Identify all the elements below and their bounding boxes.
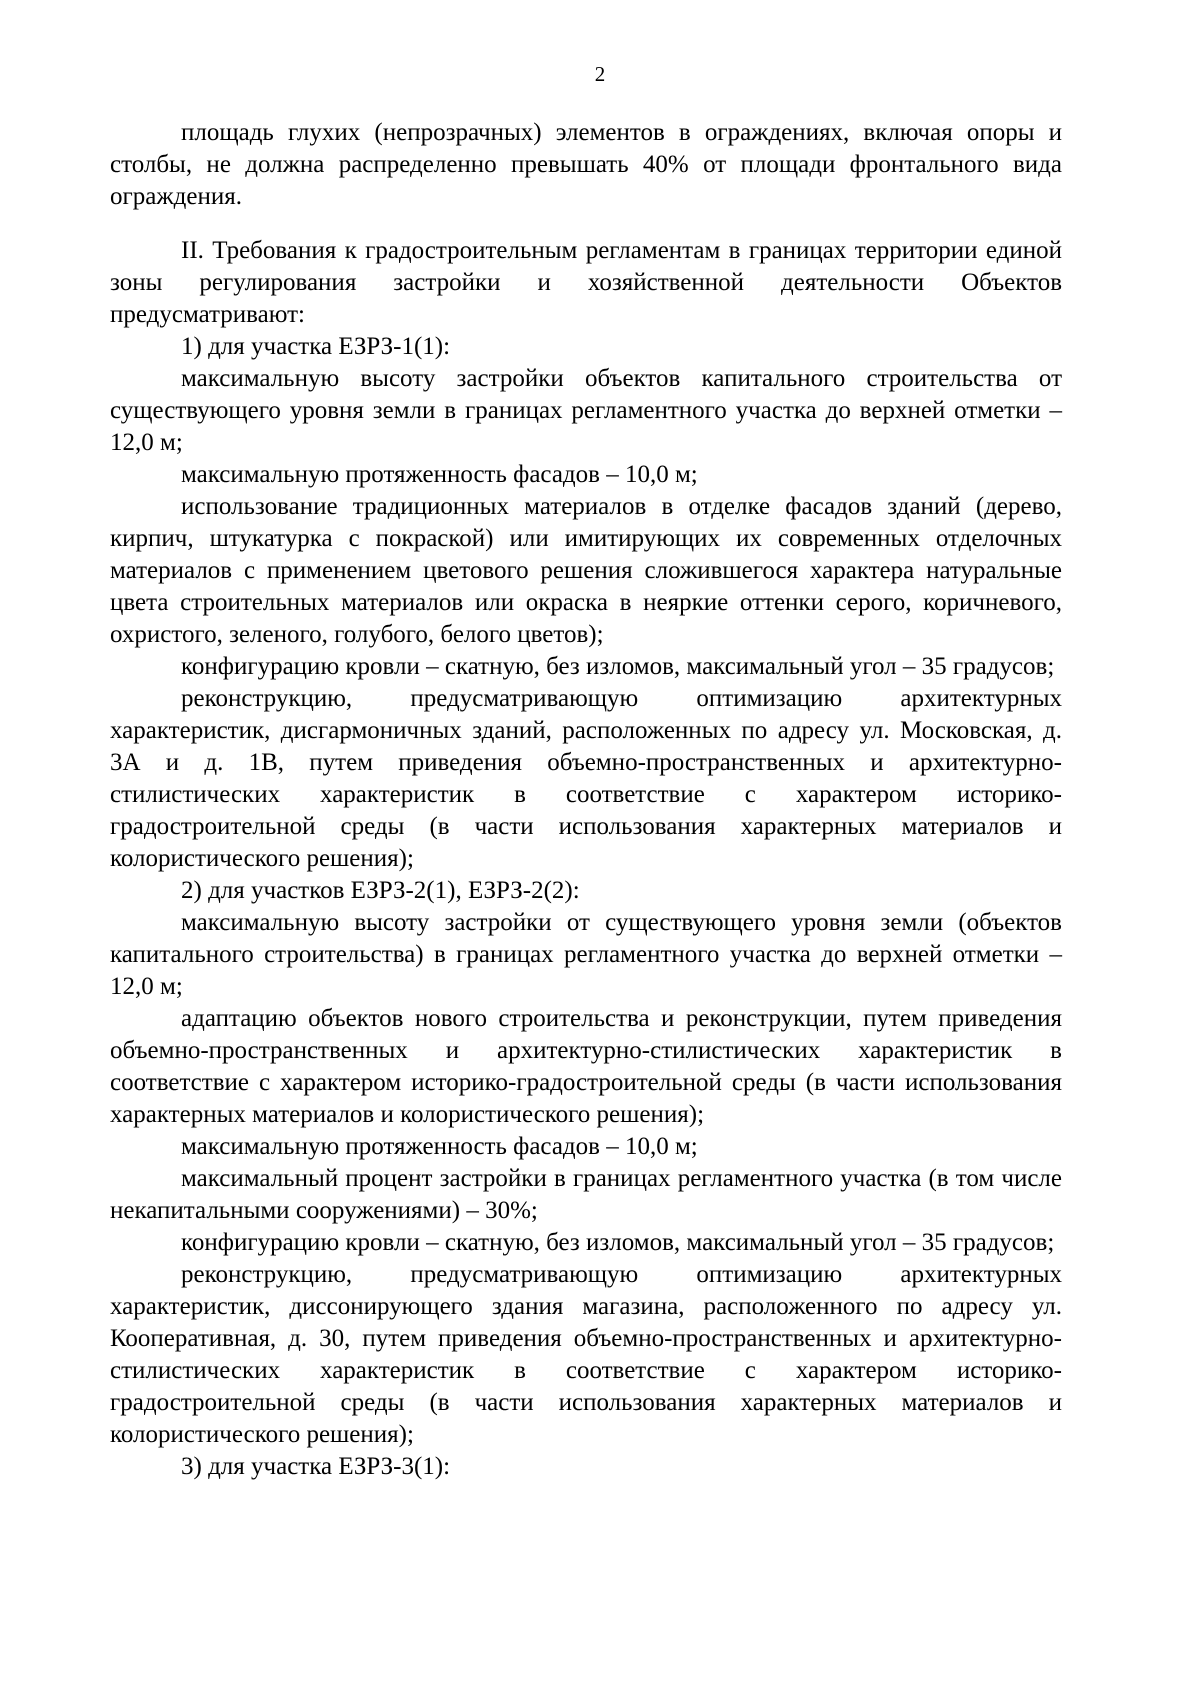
document-body — [110, 117, 1062, 1483]
list-item-ezrz-3: 3) для участка ЕЗРЗ-3(1): — [181, 1453, 451, 1480]
list-item-ezrz-2: 2) для участков ЕЗРЗ-2(1), ЕЗРЗ-2(2): — [181, 877, 580, 904]
paragraph: адаптацию объектов нового строительства и реконструкции, путем приведения объемно-пространственных и архитектурно-стилистических характеристик в соответствие с характером историко-градостроительной среды (в части использования характерных материалов и колористического решения); — [110, 1005, 1062, 1128]
paragraph: максимальную протяженность фасадов – 10,0 м; — [181, 1133, 698, 1160]
paragraph: использование традиционных материалов в отделке фасадов зданий (дерево, кирпич, штукатурка с покраской) или имитирующих их современных отделочных материалов с применением цветового решения сложившегося характера натуральные цвета строительных материалов или окраска в неяркие оттенки серого, коричневого, охристого, зеленого, голубого, белого цветов); — [110, 493, 1062, 648]
list-item-ezrz-1: 1) для участка ЕЗРЗ-1(1): — [181, 333, 451, 360]
paragraph: конфигурацию кровли – скатную, без изломов, максимальный угол – 35 градусов; — [181, 1229, 1055, 1256]
paragraph-fence-opacity: площадь глухих (непрозрачных) элементов в ограждениях, включая опоры и столбы, не должна распределенно превышать 40% от площади фронтального вида ограждения. — [110, 119, 1062, 210]
paragraph: максимальную высоту застройки от существующего уровня земли (объектов капитального строительства) в границах регламентного участка до верхней отметки – 12,0 м; — [110, 909, 1062, 1000]
paragraph: максимальную протяженность фасадов – 10,0 м; — [181, 461, 698, 488]
paragraph: реконструкцию, предусматривающую оптимизацию архитектурных характеристик, диссонирующего здания магазина, расположенного по адресу ул. Кооперативная, д. 30, путем приведения объемно-пространственных и архитектурно-стилистических характеристик в соответствие с характером историко-градостроительной среды (в части использования характерных материалов и колористического решения); — [110, 1261, 1062, 1448]
paragraph: максимальную высоту застройки объектов капитального строительства от существующего уровня земли в границах регламентного участка до верхней отметки – 12,0 м; — [110, 365, 1062, 456]
paragraph: конфигурацию кровли – скатную, без изломов, максимальный угол – 35 градусов; — [181, 653, 1055, 680]
section-heading-ii: II. Требования к градостроительным регламентам в границах территории единой зоны регулирования застройки и хозяйственной деятельности Объектов предусматривают: — [110, 237, 1062, 328]
page-number: 2 — [594, 62, 606, 86]
paragraph: максимальный процент застройки в границах регламентного участка (в том числе некапитальными сооружениями) – 30%; — [110, 1165, 1062, 1224]
paragraph: реконструкцию, предусматривающую оптимизацию архитектурных характеристик, дисгармоничных зданий, расположенных по адресу ул. Московская, д. 3А и д. 1В, путем приведения объемно-пространственных и архитектурно-стилистических характеристик в соответствие с характером историко-градостроительной среды (в части использования характерных материалов и колористического решения); — [110, 685, 1062, 872]
